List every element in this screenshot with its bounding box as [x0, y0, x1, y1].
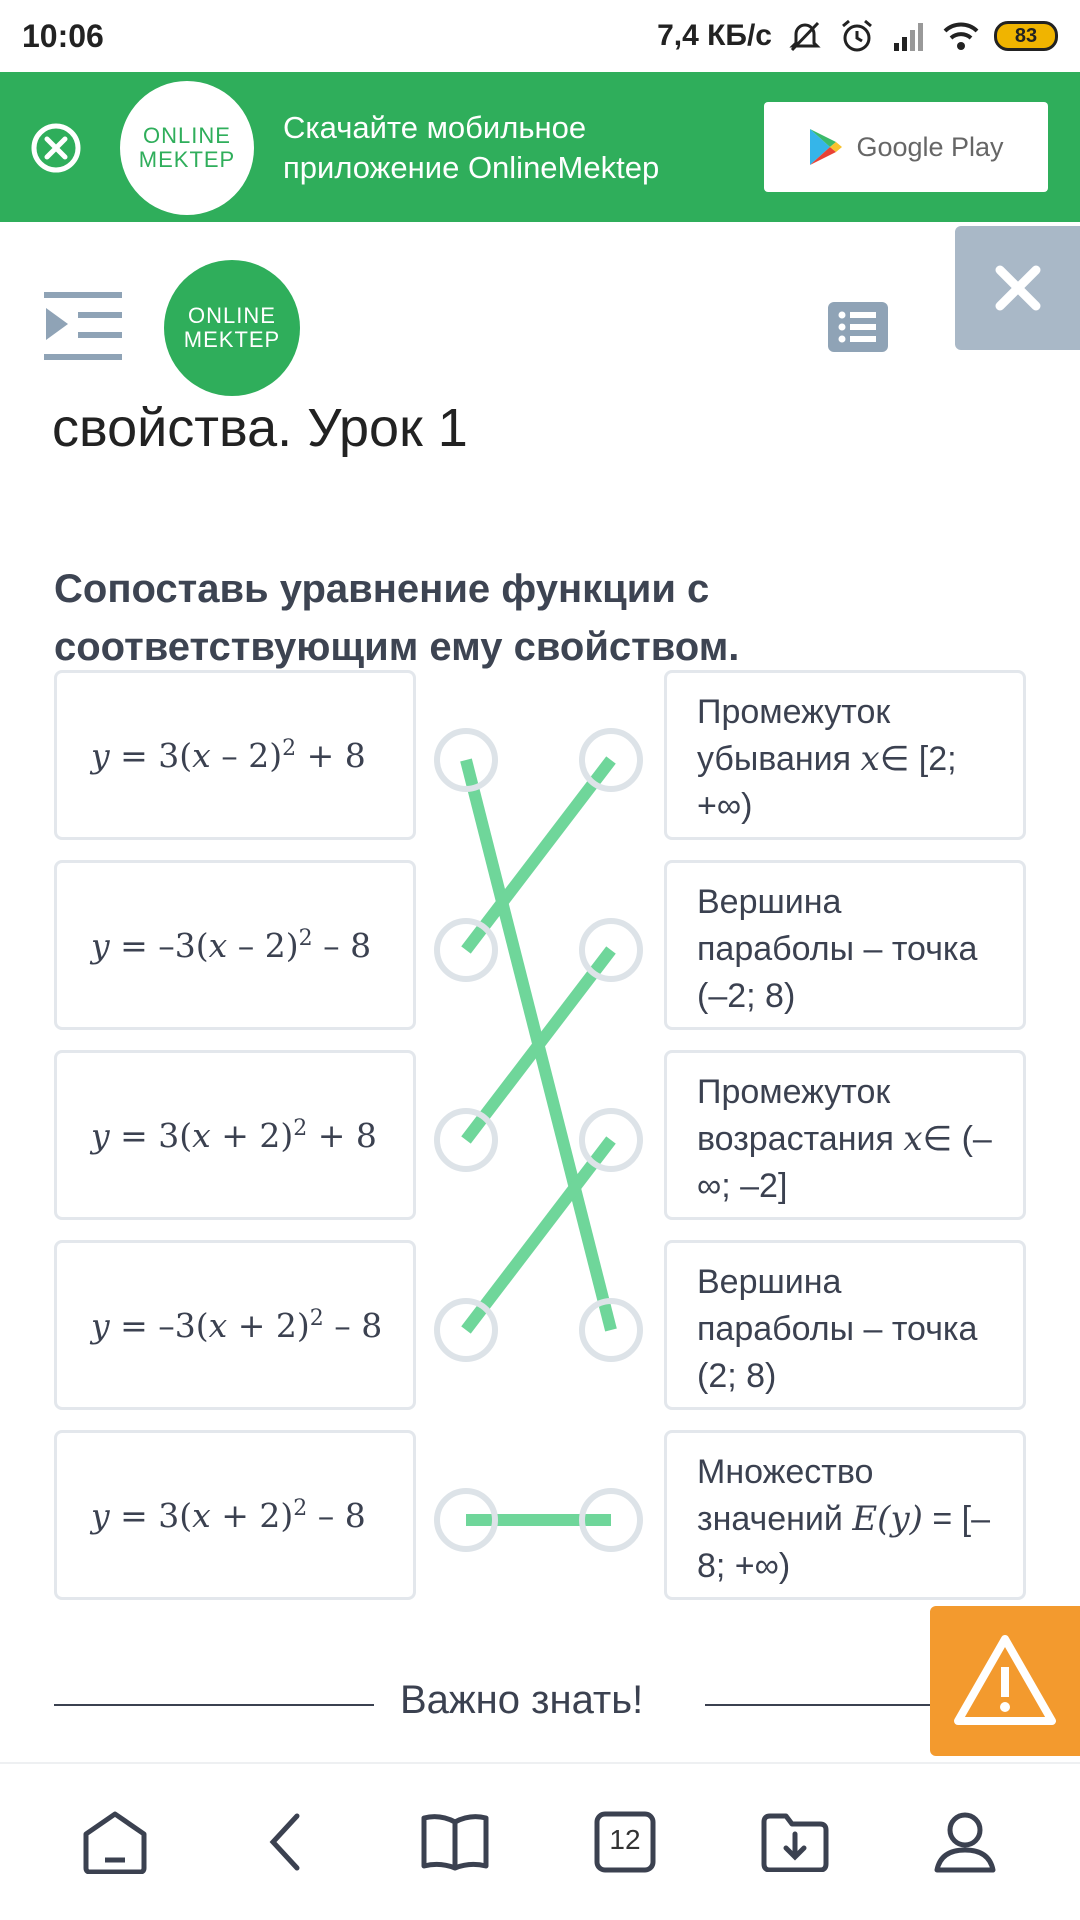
- eq-text: = 3(: [109, 1115, 193, 1155]
- property-card[interactable]: [664, 1430, 1026, 1600]
- signal-icon: [890, 17, 928, 55]
- wifi-icon: [942, 17, 980, 55]
- status-indicators: [657, 17, 1058, 55]
- logo-text-line1: ONLINE: [143, 123, 231, 148]
- eq-exponent: 2: [309, 1305, 324, 1331]
- eq-var-x: x: [192, 735, 211, 775]
- connector-dot-left[interactable]: [437, 1301, 495, 1359]
- equation-card[interactable]: [54, 1050, 416, 1220]
- eq-exponent: 2: [282, 735, 297, 761]
- task-title: Сопоставь уравнение функции с соответствующим ему свойством.: [54, 567, 740, 669]
- bottom-nav: [0, 1762, 1080, 1920]
- chevron-left-icon: [265, 1812, 305, 1872]
- eq-var-x: x: [192, 1115, 211, 1155]
- connector-dot-left[interactable]: [437, 1491, 495, 1549]
- close-circle-icon[interactable]: [30, 122, 82, 174]
- status-bar: [0, 0, 1080, 72]
- property-text: Вершина параболы – точка (–2; 8): [697, 883, 978, 1015]
- connector-dot-left[interactable]: [437, 731, 495, 789]
- bell-muted-icon: [786, 17, 824, 55]
- match-line: [466, 760, 611, 1330]
- connector-dot-right[interactable]: [582, 1111, 640, 1169]
- site-header: [0, 222, 1080, 418]
- tabs-count: 12: [609, 1824, 641, 1855]
- nav-tabs[interactable]: [577, 1794, 673, 1890]
- nav-downloads[interactable]: [747, 1794, 843, 1890]
- property-text: ∈ (–∞; –2]: [697, 1120, 992, 1205]
- nav-back[interactable]: [237, 1794, 333, 1890]
- eq-text: – 2): [210, 735, 283, 775]
- divider-line: [705, 1704, 930, 1706]
- property-card[interactable]: [664, 860, 1026, 1030]
- close-button[interactable]: [955, 226, 1080, 350]
- connector-dot-right[interactable]: [582, 921, 640, 979]
- important-label: Важно знать!: [400, 1678, 644, 1722]
- match-line: [466, 950, 611, 1140]
- google-play-label: Google Play: [856, 131, 1004, 162]
- connector-dot-left[interactable]: [437, 1111, 495, 1169]
- battery-icon: 83: [994, 21, 1058, 51]
- connector-dot-right[interactable]: [582, 1491, 640, 1549]
- eq-text: + 8: [307, 1115, 377, 1155]
- banner-text: Скачайте мобильное приложение OnlineMektep: [283, 110, 660, 185]
- alarm-icon: [838, 17, 876, 55]
- download-folder-icon: [760, 1812, 830, 1872]
- match-line: [466, 1140, 611, 1330]
- eq-text: + 2): [210, 1495, 294, 1535]
- property-card[interactable]: [664, 670, 1026, 840]
- match-line: [466, 760, 611, 950]
- eq-var-y: y: [91, 735, 110, 775]
- eq-var-y: y: [91, 925, 110, 965]
- eq-var-y: y: [91, 1495, 110, 1535]
- google-play-button[interactable]: [764, 102, 1048, 192]
- property-card[interactable]: [664, 1050, 1026, 1220]
- property-card[interactable]: [664, 1240, 1026, 1410]
- menu-icon[interactable]: [44, 290, 122, 362]
- equation-card[interactable]: [54, 670, 416, 840]
- property-var: x: [860, 739, 880, 779]
- eq-text: = –3(: [109, 925, 209, 965]
- eq-text: = –3(: [109, 1305, 209, 1345]
- list-icon[interactable]: [828, 302, 888, 352]
- connector-dot-right[interactable]: [582, 731, 640, 789]
- eq-text: – 2): [227, 925, 299, 965]
- eq-exponent: 2: [298, 925, 313, 951]
- eq-exponent: 2: [293, 1115, 308, 1141]
- property-var: x: [903, 1119, 923, 1159]
- logo-text-line1: ONLINE: [188, 303, 276, 328]
- eq-text: + 2): [210, 1115, 294, 1155]
- status-time: 10:06: [22, 17, 104, 54]
- lesson-title: свойства. Урок 1: [52, 398, 468, 458]
- eq-text: = 3(: [109, 735, 193, 775]
- profile-icon: [933, 1810, 997, 1874]
- nav-profile[interactable]: [917, 1794, 1013, 1890]
- property-text: = [–8; +∞): [697, 1500, 991, 1585]
- eq-exponent: 2: [293, 1495, 308, 1521]
- connector-dot-left[interactable]: [437, 921, 495, 979]
- eq-var-x: x: [208, 1305, 228, 1345]
- net-speed: 7,4 КБ/с: [657, 19, 772, 52]
- google-play-icon: [808, 127, 844, 167]
- equation-card[interactable]: [54, 860, 416, 1030]
- eq-text: – 8: [312, 925, 372, 965]
- banner-logo: [120, 81, 254, 215]
- eq-text: = 3(: [109, 1495, 193, 1535]
- property-text: Промежуток возрастания: [697, 1073, 904, 1158]
- app-promo-banner: [0, 72, 1080, 222]
- equation-card[interactable]: [54, 1240, 416, 1410]
- eq-text: – 8: [323, 1305, 383, 1345]
- eq-var-x: x: [208, 925, 228, 965]
- property-text: Вершина параболы – точка (2; 8): [697, 1263, 978, 1395]
- divider-line: [54, 1704, 374, 1706]
- report-button[interactable]: [930, 1606, 1080, 1756]
- eq-text: – 8: [307, 1495, 366, 1535]
- property-text: Промежуток убывания: [697, 693, 891, 778]
- home-icon: [80, 1810, 150, 1874]
- property-text: ∈ [2; +∞): [697, 740, 957, 825]
- close-icon: [994, 264, 1042, 312]
- eq-text: + 2): [227, 1305, 310, 1345]
- nav-home[interactable]: [67, 1794, 163, 1890]
- equation-card[interactable]: [54, 1430, 416, 1600]
- logo-text-line2: MEKTEP: [138, 147, 236, 172]
- nav-book[interactable]: [407, 1794, 503, 1890]
- logo-text-line2: MEKTEP: [183, 327, 281, 352]
- property-text: Множество значений: [697, 1453, 874, 1538]
- eq-var-x: x: [192, 1495, 211, 1535]
- warning-icon: [950, 1631, 1060, 1731]
- connector-dot-right[interactable]: [582, 1301, 640, 1359]
- eq-var-y: y: [91, 1305, 110, 1345]
- eq-text: + 8: [296, 735, 366, 775]
- book-icon: [420, 1812, 490, 1872]
- property-var: E(y): [852, 1499, 923, 1539]
- site-logo[interactable]: [164, 260, 300, 396]
- eq-var-y: y: [91, 1115, 110, 1155]
